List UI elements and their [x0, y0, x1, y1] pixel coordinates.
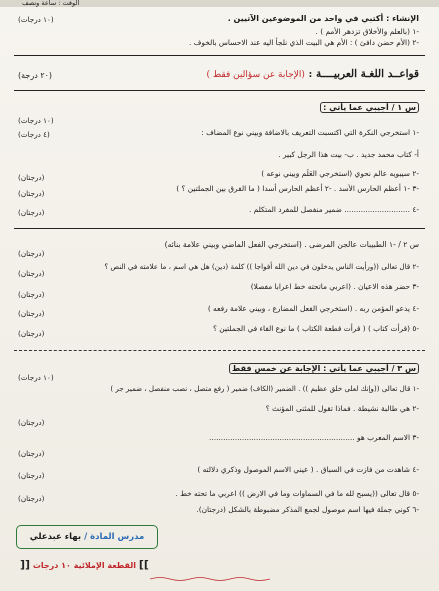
- q1-item: -٣ -١ أعظم الحارس الأسد . -٢ أعظم الحارس أسدا ( ما الفرق بين الجملتين ؟ ): [176, 184, 419, 193]
- q3-item: -٥ قال تعالى ((يسبح لله ما في السماوات وما في الارض )) اعربي ما تحته خط .: [175, 489, 419, 498]
- q1-label: س ١ / أجيبي عما يأتي :: [320, 102, 419, 113]
- divider: [14, 55, 425, 56]
- q3-points: ( ١٠ درجات ): [18, 373, 54, 382]
- composition-points: ( ١٠ درجات ): [18, 15, 54, 24]
- composition-topic-2: -٢ (الأم حضن دافئ ) : الأم هي البيت الذي نلجأ اليه عند الاحساس بالخوف .: [189, 38, 419, 47]
- top-strip: [0, 0, 439, 7]
- bracket-close: ]]: [138, 558, 149, 571]
- q2-item-points: ( درجتان ): [18, 290, 44, 299]
- q1-points: ( ١٠ درجات ): [18, 116, 54, 125]
- bracket-open: [[: [20, 558, 31, 571]
- q2-item-points: ( درجتان ): [18, 269, 44, 278]
- divider: [14, 228, 425, 229]
- q1-item: -١ استخرجي النكرة التي اكتسبت التعريف بالاضافة وبيني نوع المضاف :: [201, 128, 419, 137]
- q2-item-points: ( درجتان ): [18, 309, 44, 318]
- teacher-signature: [16, 525, 158, 549]
- grammar-instruction: (الإجابة عن سؤالين فقط ): [206, 70, 305, 80]
- q3-item: -٢ هي طالبة نشيطة . فماذا تقول للمثنى المؤنث ؟: [265, 404, 419, 413]
- q1-item: أ- كتاب محمد جديد . ب- بيت هذا الرجل كبير .: [278, 150, 419, 159]
- section-title: [206, 68, 419, 80]
- q1-heading: [320, 102, 419, 113]
- divider: [14, 350, 425, 351]
- q2-heading: س ٢ / -١ الطبيبات عالجن المرضى . (استخرجي الفعل الماضي وبيني علامة بنائه): [164, 240, 419, 249]
- composition-title: الإنشاء : أكتبي في واحد من الموضوعين الآتيين .: [227, 14, 419, 23]
- q3-item-points: ( درجتان ): [18, 471, 44, 480]
- dictation-text: القطعة الإملائية ١٠ درجات: [32, 561, 137, 570]
- time-label: الوقت : ساعة ونصف: [22, 0, 80, 7]
- q3-label: س ٣ / أجيبي عما يأتي : الإجابة عن خمس فقط: [229, 363, 419, 374]
- section-points: ( ٢٠ درجة ): [18, 71, 52, 80]
- q2-item: -٢ قال تعالى ((ورأيت الناس يدخلون في دين الله أفواجا )) كلمة (دين) هل هي اسم ، ما علامته في النص ؟: [104, 262, 419, 271]
- q2-item: -٥ (قرأت كتاب ) ( قرأت قطعة الكتاب ) ما نوع الفاء في الجملتين ؟: [213, 324, 419, 333]
- q2-points: ( درجتان ): [18, 249, 44, 258]
- q1-item-points: ( درجتان ): [18, 189, 44, 198]
- teacher-name: بهاء عبدعلي: [29, 532, 82, 542]
- q1-item: -٢ سيبويه عالم نحوي (استخرجي العَلَم وبيني نوعه ): [261, 169, 419, 178]
- q2-item-points: ( درجتان ): [18, 329, 44, 338]
- teacher-role: مدرس المادة /: [84, 532, 145, 542]
- divider: [14, 90, 425, 91]
- q3-item-points: ( درجتان ): [18, 449, 44, 458]
- q1-item-points: ( درجتان ): [18, 173, 44, 182]
- q1-item-points: ( ٤ درجات ): [18, 130, 50, 139]
- q3-heading: [229, 363, 419, 374]
- q1-item-points: ( درجتان ): [18, 208, 44, 217]
- q3-item-points: ( درجتان ): [18, 494, 44, 503]
- q3-item: -٣ الاسم المعرب هو ..............................................................: [209, 433, 419, 442]
- q2-item: -٣ حضر هذه الاعيان . (اعربي ماتحته خط اعرابا مفصلا): [250, 282, 419, 291]
- q3-item: -٦ كوني جملة فيها اسم موصول لجمع المذكر مضبوطة بالشكل (درجتان).: [196, 505, 419, 514]
- composition-topic-1: -١ (بالعلم والأخلاق تزدهر الأمم ) .: [315, 27, 419, 36]
- q3-item: -١ قال تعالى ((وإنك لعلى خلق عظيم )) . الضمير (الكاف) ضمير ( رفع متصل ، نصب منفصل ، ضمير جر ): [110, 384, 419, 393]
- grammar-heading: قواعــد اللغـة العربيــــة :: [308, 68, 419, 80]
- q3-item-points: ( درجتان ): [18, 418, 44, 427]
- underline-scribble: [150, 576, 270, 582]
- q3-item: -٤ شاهدت من فازت في السباق . ( عيني الاسم الموصول وذكري دلالته ): [197, 465, 419, 474]
- dictation-note: [20, 558, 149, 571]
- q1-item: -٤ ............................ ضمير منفصل للمفرد المتكلم .: [248, 205, 419, 214]
- q2-item: -٤ يدعو المؤمن ربه . (استخرجي الفعل المضارع ، وبيني علامة رفعه ): [207, 304, 419, 313]
